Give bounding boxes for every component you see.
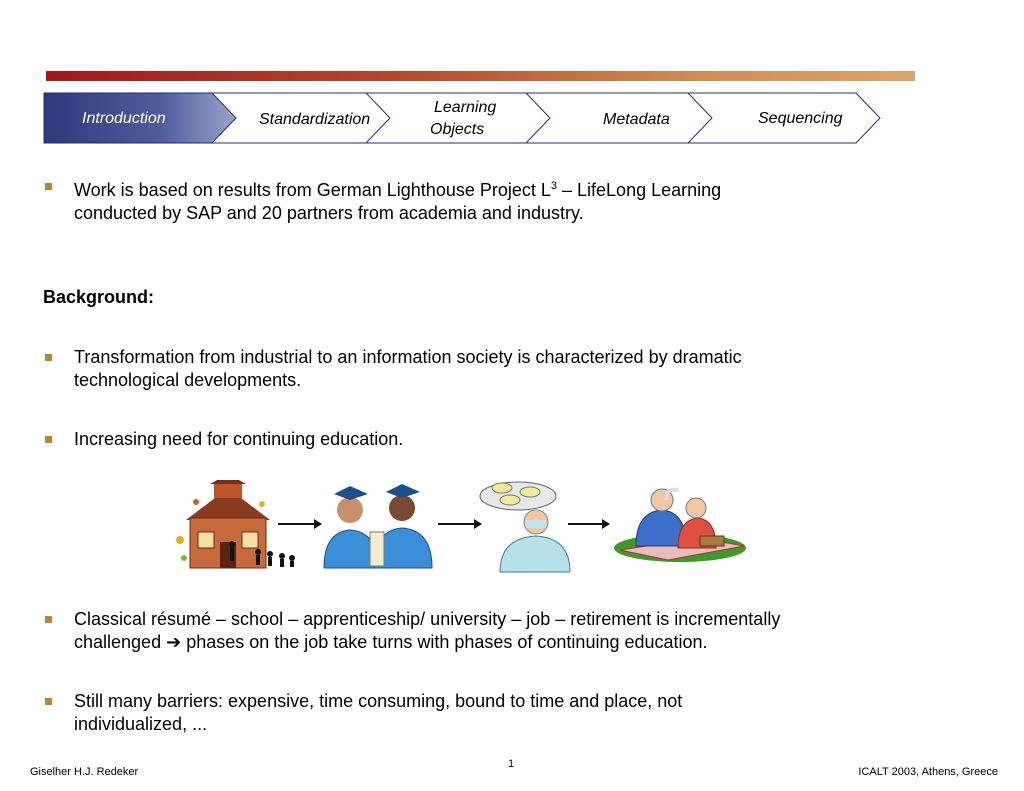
bullet-text-resume (74, 608, 914, 654)
professional-icon (480, 482, 570, 572)
bullet5-line1: Still many barriers: expensive, time consuming, bound to time and place, not (74, 691, 683, 711)
bullet4-line2-start: challenged (74, 632, 162, 652)
bullet5-line2: individualized, ... (74, 714, 208, 734)
bullet-marker (45, 616, 52, 623)
tab-standardization[interactable]: Standardization (259, 111, 371, 128)
bullet-marker (45, 183, 52, 190)
right-arrow-icon: ➔ (166, 632, 182, 653)
bullet-text-continuing-education: Increasing need for continuing education. (74, 429, 404, 449)
bullet-text-barriers (74, 690, 914, 736)
bullet4-line2-end: phases on the job take turns with phases of continuing education. (181, 632, 708, 652)
bullet1-line2: conducted by SAP and 20 partners from academia and industry. (74, 203, 584, 223)
page-number: 1 (508, 758, 515, 770)
bullet-text-project (74, 175, 914, 225)
bullet-marker (45, 436, 52, 443)
retirees-picnic-icon (614, 489, 746, 562)
superscript-3: 3 (550, 180, 558, 192)
bullet-marker (45, 698, 52, 705)
bullet2-line1: Transformation from industrial to an information society is characterized by dramatic (74, 347, 742, 367)
footer-conference: ICALT 2003, Athens, Greece (858, 766, 998, 778)
tab-learning-objects-line2[interactable]: Objects (430, 121, 485, 138)
section-navigation (0, 0, 1024, 160)
bullet2-line2: technological developments. (74, 370, 302, 390)
bullet1-text-start: Work is based on results from German Lighthouse Project L (74, 180, 551, 200)
school-house-icon (176, 480, 295, 568)
tab-introduction[interactable]: Introduction (82, 110, 166, 127)
tab-metadata[interactable]: Metadata (603, 111, 670, 128)
bullet-text-transformation (74, 346, 914, 392)
background-heading: Background: (43, 287, 155, 307)
bullet-marker (45, 354, 52, 361)
bullet4-line1: Classical résumé – school – apprenticeship/ university – job – retirement is incrementally (74, 609, 781, 629)
bullet1-text-end: – LifeLong Learning (557, 180, 722, 200)
tab-sequencing[interactable]: Sequencing (758, 110, 843, 127)
graduates-icon (324, 484, 432, 568)
tab-learning-objects-line1[interactable]: Learning (434, 99, 497, 116)
footer-author: Giselher H.J. Redeker (30, 766, 139, 778)
lifecycle-illustration (0, 480, 1024, 580)
